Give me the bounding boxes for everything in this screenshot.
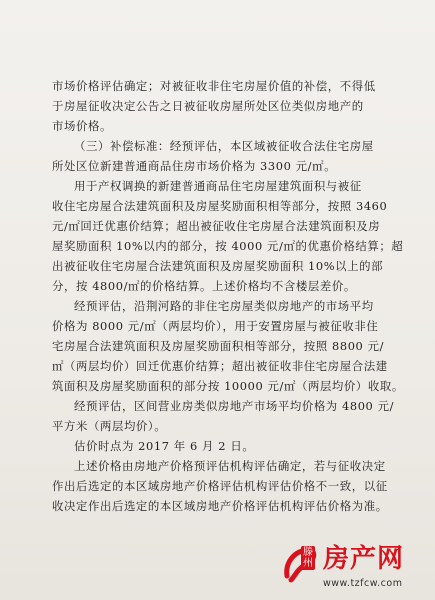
text-line: 收住宅房屋合法建筑面积及房屋奖励面积相等部分，按照 3460 [52,199,388,213]
document-body [52,76,404,516]
text-line: 市场价格评估确定；对被征收非住宅房屋价值的补偿，不得低 [52,79,376,93]
text-line: 估价时点为 2017 年 6 月 2 日。 [74,439,255,453]
paragraph [52,296,404,396]
text-line: 市场价格。 [52,119,112,133]
paragraph [52,136,397,176]
text-line: 经预评估，区间营业房类似房地产市场平均价格为 4800 元/ [74,399,395,413]
paragraph [52,396,397,436]
paragraph [52,456,397,516]
text-line: 上述价格由房地产价格预评估机构评估确定，若与征收决定 [74,459,386,473]
text-line: 分，按 4800/㎡的价格结算。上述价格均不含楼层差价。 [52,279,356,293]
paragraph [52,176,404,296]
text-line: 元/㎡回迁优惠价结算；超出被征收住宅房屋合法建筑面积及房 [52,219,381,233]
text-line: 所处区位新建普通商品住房市场价格为 3300 元/㎡。 [52,159,337,173]
text-line: 经预评估，沿荆河路的非住宅房屋类似房地产的市场平均 [74,299,374,313]
text-line: 平方米（两层均价）。 [52,419,167,433]
text-line: 屋奖励面积 10%以内的部分，按 4000 元/㎡的优惠价格结算；超 [52,239,404,253]
paragraph [52,436,397,456]
text-line: 于房屋征收决定公告之日被征收房屋所处区位类似房地产的 [52,99,364,113]
site-watermark [279,542,429,594]
paragraph [52,76,397,136]
text-line: ㎡（两层均价）回迁优惠价结算；超出被征收非住宅房屋合法建 [52,359,388,373]
text-line: 价格为 8000 元/㎡（两层均价），用于安置房屋与被征收非住 [52,319,379,333]
watermark-url: www.tzfcw.com [323,578,403,589]
text-line: 作出后选定的本区域房地产价格评估机构评估价格不一致，以征 [52,479,388,493]
text-line: 收决定作出后选定的本区域房地产价格评估机构评估价格为准。 [52,499,388,513]
text-line: （三）补偿标准：经预评估，本区域被征收合法住宅房屋 [74,139,374,153]
text-line: 出被征收住宅房屋合法建筑面积及房屋奖励面积 10%以上的部 [52,259,384,273]
watermark-title: 房产网 [323,544,405,574]
text-line: 用于产权调换的新建普通商品住宅房屋建筑面积与被征 [74,179,362,193]
watermark-city: 滕州 [303,547,313,569]
text-line: 宅房屋合法建筑面积及房屋奖励面积相等部分，按照 8800 元/ [52,339,385,353]
text-line: 筑面积及房屋奖励面积的部分按 10000 元/㎡（两层均价）收取。 [52,379,404,393]
